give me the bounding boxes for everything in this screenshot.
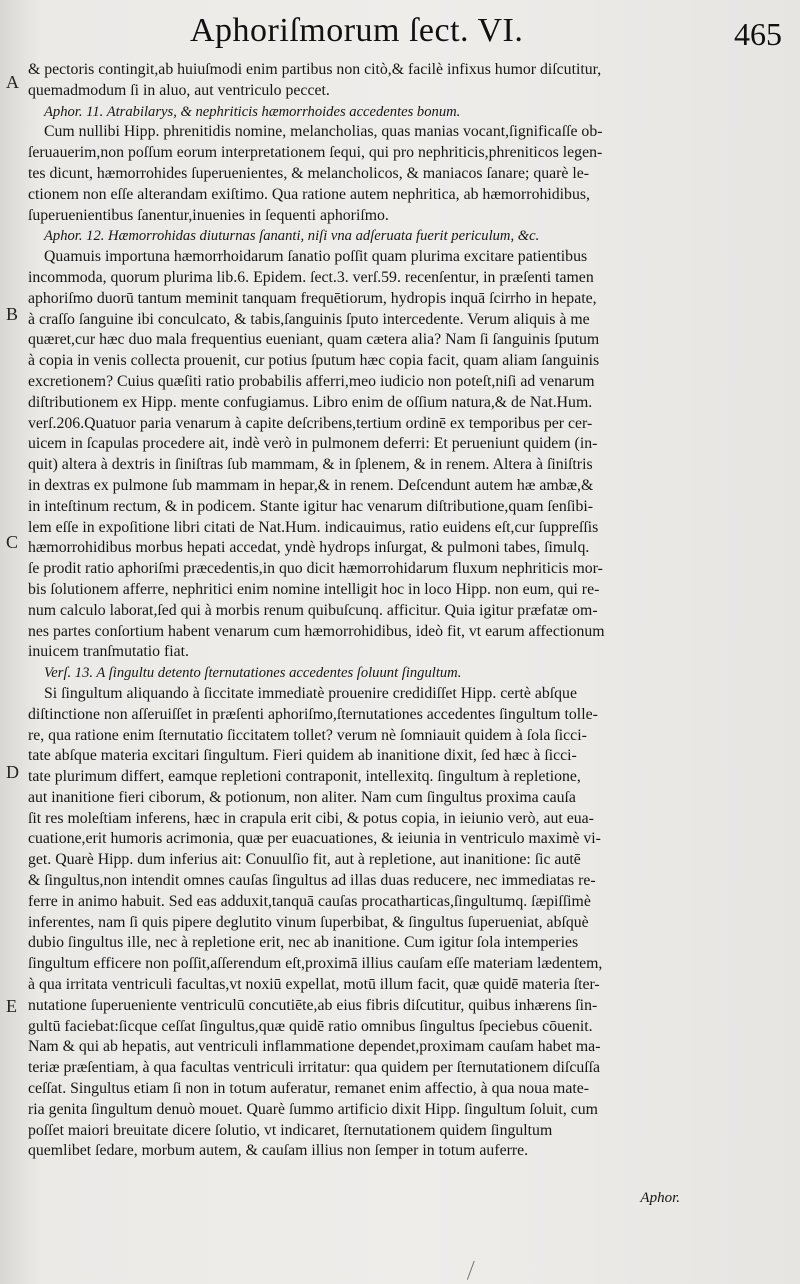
text-line: quemlibet ſedare, morbum autem, & cauſam illius non ſemper in totum auferre.	[28, 1142, 529, 1160]
text-line: & ſingultus,non intendit omnes cauſas ſingultus ad illas duas reducere, nec immediatas re-	[28, 872, 596, 890]
body-text	[28, 60, 794, 1162]
text-line: excretionem? Cuius quæſiti ratio probabilis afferri,meo iudicio non poteſt,niſi ad venarum	[28, 372, 595, 390]
text-line: lem eſſe in expoſitione libri citati de Nat.Hum. indicauimus, ratio euidens eſt,cur ſuppreſſis	[28, 518, 599, 536]
text-line: à copia in venis collecta prouenit, cur potius ſputum hæc copia facit, quam aliam ſanguinis	[28, 352, 600, 370]
text-line: tate abſque materia excitari ſingultum. Fieri quidem ab inanitione dixit, ſed hæc à ſicci-	[28, 747, 577, 765]
text-line: inuicem tranſmutatio fiat.	[28, 643, 189, 661]
text-line: nutatione ſuperueniente ventriculū concutiēte,ab eius fibris diſcutitur, quibus inhærens ſin-	[28, 996, 598, 1014]
text-line: Si ſingultum aliquando à ſiccitate immediatè prouenire credidiſſet Hipp. certè abſque	[44, 684, 577, 702]
text-line: ſeruauerim,non poſſum eorum interpretationem ſequi, qui pro nephriticis,phreniticos legen-	[28, 144, 603, 162]
text-line: uicem in ſcapulas procedere ait, indè verò in pulmonem deferri: Et perueniunt quidem (in-	[28, 435, 598, 453]
text-line: re, qua ratione enim ſternutatio ſiccitatem tollet? verum nè ſomniauit quidem à ſola ſicci-	[28, 726, 587, 744]
text-line: aphoriſmo duorū tantum meminit tanquam frequētiorum, hydropis inquā ſcirrho in hepate,	[28, 289, 597, 307]
text-line: cuatione,erit humoris acrimonia, quæ per euacuationes, & ieiunia in ventriculo maximè vi-	[28, 830, 601, 848]
text-line: tate plurimum differt, eamque repletioni contraponit, intellexitq. ſingultum à repletione,	[28, 768, 581, 786]
text-line: & pectoris contingit,ab huiuſmodi enim partibus non citò,& facilè infixus humor diſcutitur,	[28, 61, 602, 78]
text-line: à craſſo ſanguine ibi conculcato, & tabis,ſanguinis ſputo intercedente. Verum aliquis à me	[28, 310, 590, 328]
page-number: 465	[734, 16, 782, 52]
margin-letter-a: A	[6, 72, 19, 92]
text-line: nes partes conſortium habent venarum cum hæmorrohidibus, ideò fit, vt earum affectionum	[28, 622, 605, 640]
text-line: quemadmodum ſi in aluo, aut ventriculo peccet.	[28, 81, 330, 99]
margin-letter-d: D	[6, 762, 19, 782]
text-line: à qua irritata ventriculi facultas,vt noxiū expellat, motū illum facit, quæ quidē materia ſter-	[28, 976, 600, 994]
text-line: in inteſtinum rectum, & in podicem. Stante igitur hac venarum diſtributione,quam ſenſibi-	[28, 497, 594, 515]
text-line: quæret,cur hæc duo mala frequentius eueniant, quam cætera alia? Nam ſi ſanguinis ſputum	[28, 331, 600, 349]
pen-stroke-mark	[467, 1261, 484, 1284]
text-line: Nam & qui ab hepatis, aut ventriculi inflammatione dependet,proximam cauſam habet ma-	[28, 1038, 601, 1056]
text-line: ſingultum efficere non poſſit,aſſerendum eſt,proximā illius cauſam eſſe materiam lædentem,	[28, 955, 603, 973]
text-line: bis ſolutionem afferre, nephritici enim nomine intelligit hoc in loco Hipp. non eum, qui re-	[28, 580, 600, 598]
margin-letter-e: E	[6, 996, 17, 1016]
text-line: tes dicunt, hæmorrohides ſuperuenientes, & melancholicos, & maniacos ſanare; quarè le-	[28, 164, 590, 182]
text-line: diſtinctione non aſſeruiſſet in præſenti aphoriſmo,ſternutationes accedentes ſingultum tolle-	[28, 705, 598, 723]
text-line: inferentes, nam ſi quis pipere deglutito vinum ſuperbibat, & ſingultus ſuperueniat, abſquè	[28, 913, 589, 931]
text-line: ſuperuenientibus ſanentur,inuenies in ſequenti aphoriſmo.	[28, 206, 389, 224]
aphorism-heading: Aphor. 12. Hæmorrohidas diuturnas ſananti, niſi vna adſeruata fuerit periculum, &c.	[44, 228, 540, 245]
text-line: ſit res moleſtiam inferens, hæc in crapula erit cibi, & potus copia, in ieiunio verò, aut eua-	[28, 809, 594, 827]
text-line: quit) altera à dextris in ſiniſtras ſub mammam, & in ſplenem, & in renem. Altera à ſiniſtris	[28, 456, 593, 474]
catch-word: Aphor.	[640, 1190, 680, 1206]
running-head: Aphoriſmorum ſect. VI.	[190, 12, 524, 49]
text-line: ſe prodit ratio aphoriſmi præcedentis,in quo dicit hæmorrohidarum fluxum nephriticis mor-	[28, 560, 603, 578]
text-line: aut inanitione fieri ciborum, & potionum, non aliter. Nam cum ſingultus proxima cauſa	[28, 788, 576, 806]
margin-letter-b: B	[6, 304, 19, 324]
aphorism-heading: Verſ. 13. A ſingultu detento ſternutationes accedentes ſoluunt ſingultum.	[44, 665, 462, 682]
text-line: dubio ſingultus ille, nec à repletione erit, nec ab inanitione. Cum igitur ſola intemperies	[28, 934, 579, 952]
text-line: incommoda, quorum plurima lib.6. Epidem. ſect.3. verſ.59. recenſentur, in præſenti tamen	[28, 268, 594, 286]
text-line: Cum nullibi Hipp. phrenitidis nomine, melancholias, quas manias vocant,ſignificaſſe ob-	[44, 123, 603, 141]
text-line: Quamuis importuna hæmorrhoidarum ſanatio poſſit quam plurima excitare patientibus	[44, 248, 588, 266]
text-line: ctionem non eſſe alterandam exiſtimo. Qua ratione autem nephritica, ab hæmorrohidibus,	[28, 185, 590, 203]
text-line: ria genita ſingultum denuò mouet. Quarè ſummo artificio dixit Hipp. ſingultum ſoluit, cum	[28, 1100, 598, 1118]
text-line: in dextras ex pulmone ſub mammam in hepar,& in renem. Deſcendunt autem hæ ambæ,&	[28, 476, 594, 494]
text-line: verſ.206.Quatuor paria venarum à capite deſcribens,tertium ordinē ex temporibus per cer-	[28, 414, 593, 432]
text-line: num calculo laborat,ſed qui à morbis renum quibuſcunq. afficitur. Quia igitur præfatæ om-	[28, 601, 598, 619]
text-line: ferre in animo habuit. Sed eas adduxit,tanquā cauſas procatharticas,ſingultumq. ſæpiſſimè	[28, 892, 591, 910]
text-line: teriæ præſentiam, à qua facultas ventriculi irritatur: qua quidem per ſternutationem diſcuſſa	[28, 1059, 601, 1077]
text-line: hæmorrohidibus morbus hepati accedat, yndè hydrops inſurgat, & pulmoni tabes, ſimulq.	[28, 539, 590, 557]
margin-letter-c: C	[6, 532, 19, 552]
text-line: gultū faciebat:ſicque ceſſat ſingultus,quæ quidē ratio omnibus ſingultus ſpeciebus cōuenit.	[28, 1017, 593, 1035]
text-line: diſtributionem ex Hipp. mente confugiamus. Libro enim de oſſium natura,& de Nat.Hum.	[28, 393, 593, 411]
text-line: ceſſat. Singultus etiam ſi non in totum auferatur, remanet enim affectio, à qua noua mate-	[28, 1080, 589, 1098]
text-line: poſſet maiori breuitate dicere ſolutio, vt indicaret, ſternutationem quidem ſingultum	[28, 1121, 553, 1139]
aphorism-heading: Aphor. 11. Atrabilarys, & nephriticis hæmorrhoides accedentes bonum.	[44, 103, 461, 120]
text-line: get. Quarè Hipp. dum inferius ait: Conuulſio fit, aut à repletione, aut inanitione: ſic autē	[28, 851, 581, 869]
